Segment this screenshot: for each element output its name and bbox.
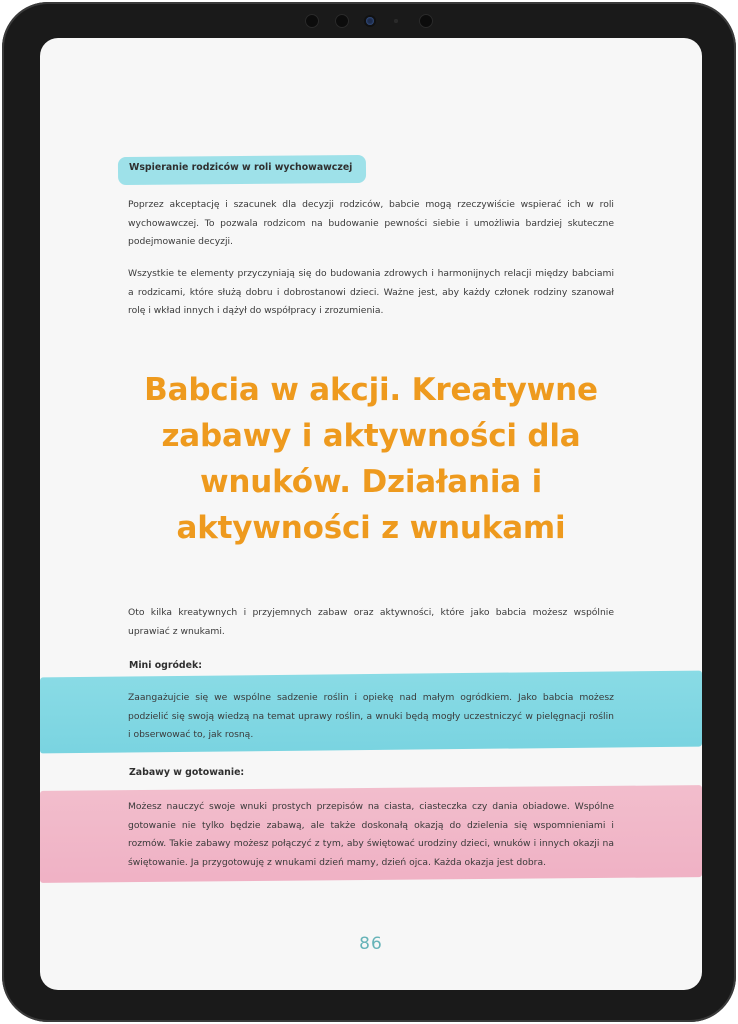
tablet-frame [2, 2, 736, 1022]
intro-paragraph: Oto kilka kreatywnych i przyjemnych zabaw oraz aktywności, które jako babcia możesz wspólnie uprawiać z wnukami. [128, 607, 614, 637]
section-heading: Wspieranie rodziców w roli wychowawczej [129, 162, 353, 173]
sensor-icon [335, 14, 349, 28]
light-sensor-icon [394, 19, 398, 23]
sensor-icon [419, 14, 433, 28]
chapter-title: Babcia w akcji. Kreatywne zabawy i aktywności dla wnuków. Działania i aktywności z wnukami [144, 372, 598, 546]
activity-heading: Mini ogródek: [129, 660, 202, 671]
ebook-page[interactable] [40, 38, 702, 990]
paragraph: Wszystkie te elementy przyczyniają się do budowania zdrowych i harmonijnych relacji między babciami a rodzicami, które służą dobru i dobrostanowi dzieci. Ważne jest, aby każdy członek rodziny szanował rolę i wkład innych i dążył do współpracy i zrozumienia. [128, 268, 614, 316]
activity-text: Możesz nauczyć swoje wnuki prostych przepisów na ciasta, ciasteczka czy dania obiadowe. Wspólne gotowanie nie tylko będzie zabawą, ale także doskonałą okazją do dzielenia się wspomnieniami i rozmów. Takie zabawy możesz połączyć z tym, aby świętować urodziny dzieci, wnuków i innych okazji na świętowanie. Ja przygotowuję z wnukami dzień mamy, dzień ojca. Każda okazja jest dobra. [128, 801, 614, 868]
activity-heading: Zabawy w gotowanie: [129, 767, 245, 778]
page-number: 86 [359, 934, 383, 954]
camera-icon [366, 17, 374, 25]
activity-text: Zaangażujcie się we wspólne sadzenie roślin i opiekę nad małym ogródkiem. Jako babcia możesz podzielić się swoją wiedzą na temat uprawy roślin, a wnuki będą mogły uczestniczyć w pielęgnacji roślin i obserwować to, jak rosną. [128, 692, 614, 740]
sensor-icon [305, 14, 319, 28]
paragraph: Poprzez akceptację i szacunek dla decyzji rodziców, babcie mogą rzeczywiście wspierać ich w roli wychowawczej. To pozwala rodzicom na budowanie pewności siebie i umożliwia bardziej skuteczne podejmowanie decyzji. [128, 199, 614, 247]
camera-bar [2, 11, 736, 31]
